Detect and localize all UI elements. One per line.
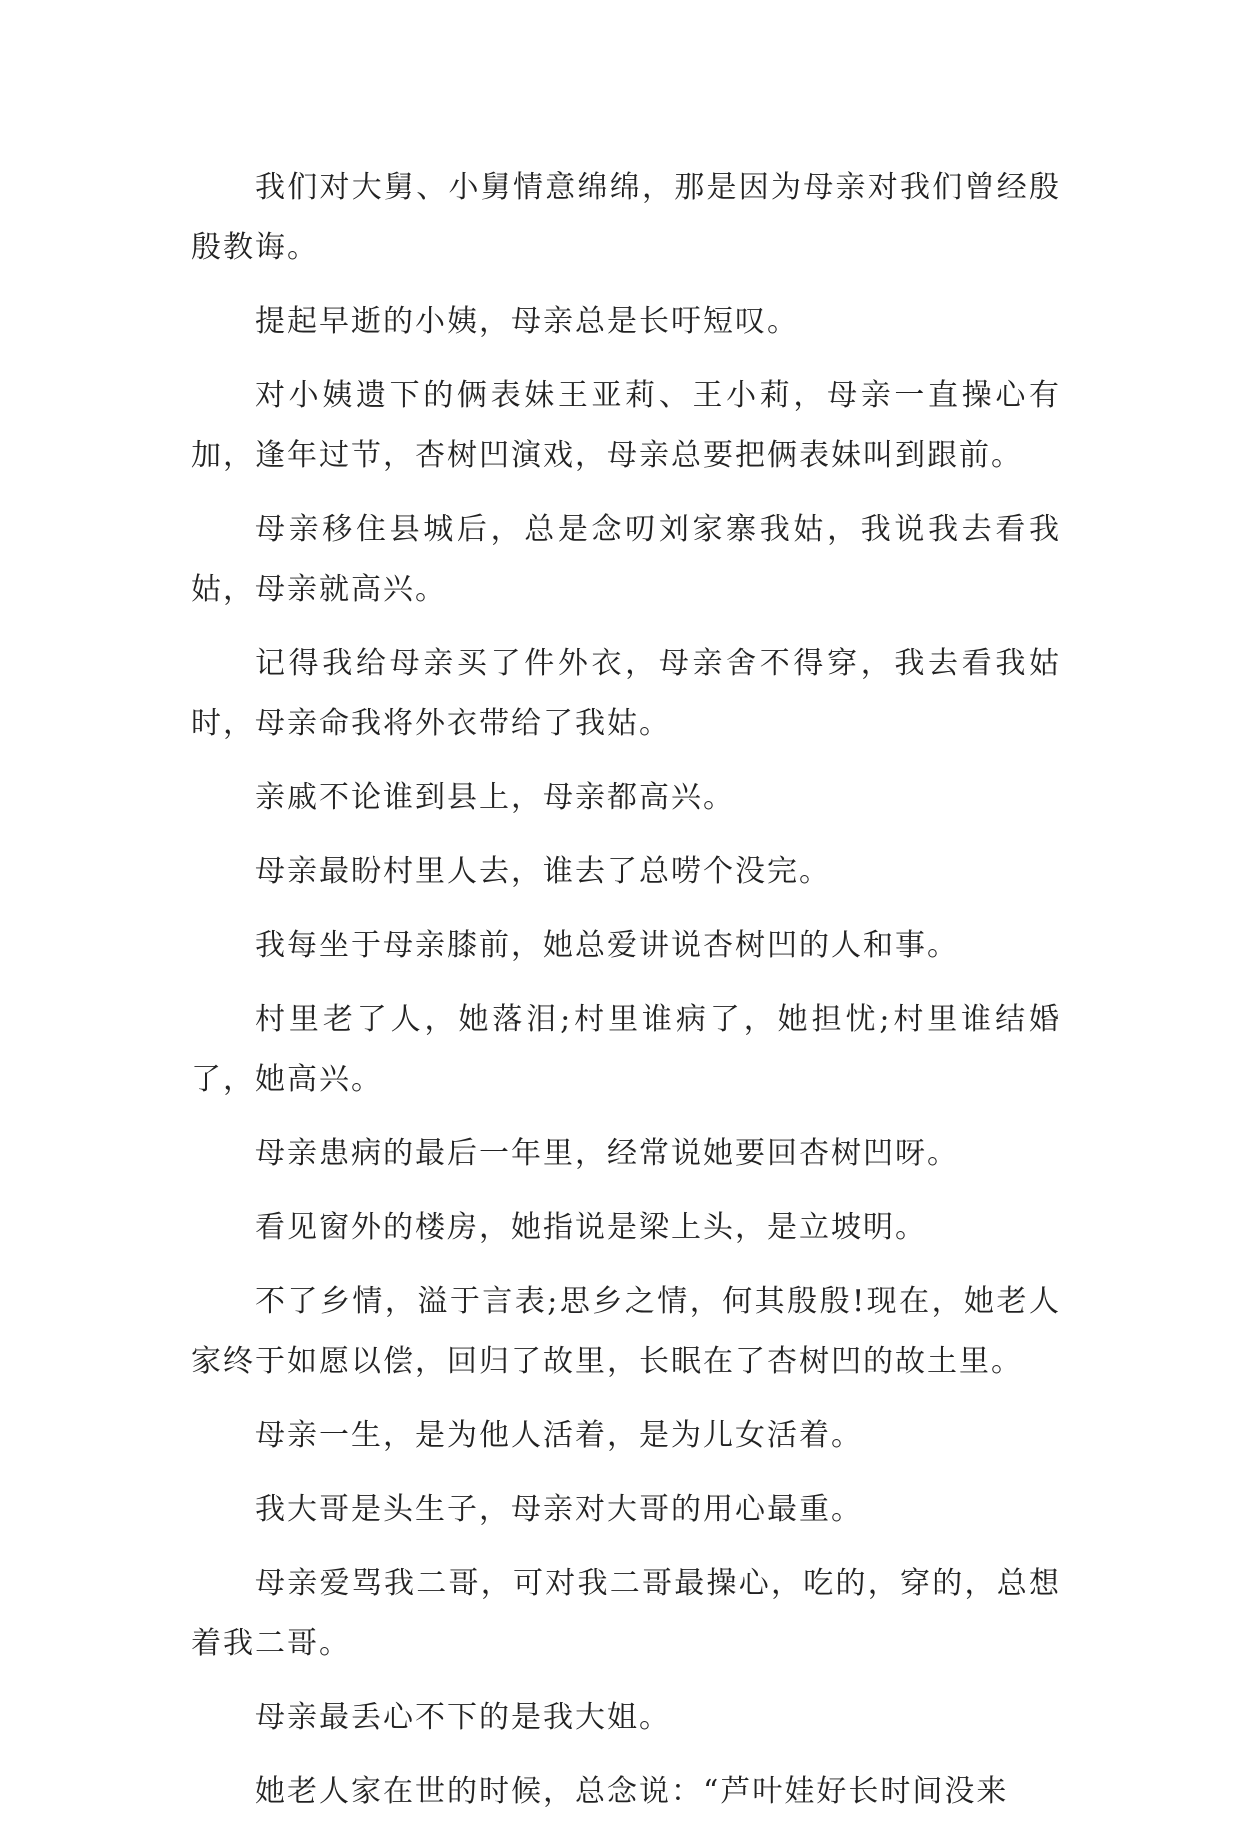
paragraph: 母亲患病的最后一年里，经常说她要回杏树凹呀。 bbox=[255, 1136, 959, 1171]
paragraph: 我每坐于母亲膝前，她总爱讲说杏树凹的人和事。 bbox=[255, 928, 959, 963]
paragraph: 记得我给母亲买了件外衣，母亲舍不得穿，我去看我姑时，母亲命我将外衣带给了我姑。 bbox=[191, 646, 1061, 741]
paragraph: 她老人家在世的时候，总念说：“芦叶娃好长时间没来 bbox=[255, 1774, 1009, 1809]
paragraph: 母亲移住县城后，总是念叨刘家寨我姑，我说我去看我姑，母亲就高兴。 bbox=[191, 512, 1061, 607]
paragraph: 看见窗外的楼房，她指说是梁上头，是立坡明。 bbox=[255, 1210, 927, 1245]
paragraph: 不了乡情，溢于言表;思乡之情，何其殷殷!现在，她老人家终于如愿以偿，回归了故里，长眠在了杏树凹的故土里。 bbox=[191, 1284, 1061, 1379]
paragraph: 我大哥是头生子，母亲对大哥的用心最重。 bbox=[255, 1492, 863, 1527]
paragraph: 母亲爱骂我二哥，可对我二哥最操心，吃的，穿的，总想着我二哥。 bbox=[191, 1566, 1061, 1661]
paragraph: 提起早逝的小姨，母亲总是长吁短叹。 bbox=[255, 304, 799, 339]
paragraph: 对小姨遗下的俩表妹王亚莉、王小莉，母亲一直操心有加，逢年过节，杏树凹演戏，母亲总要把俩表妹叫到跟前。 bbox=[191, 378, 1061, 473]
paragraph: 我们对大舅、小舅情意绵绵，那是因为母亲对我们曾经殷殷教诲。 bbox=[191, 170, 1061, 265]
paragraph: 亲戚不论谁到县上，母亲都高兴。 bbox=[255, 780, 735, 815]
paragraph: 母亲一生，是为他人活着，是为儿女活着。 bbox=[255, 1418, 863, 1453]
document-body bbox=[191, 158, 1061, 1836]
paragraph: 母亲最盼村里人去，谁去了总唠个没完。 bbox=[255, 854, 831, 889]
paragraph: 母亲最丢心不下的是我大姐。 bbox=[255, 1700, 671, 1735]
paragraph: 村里老了人，她落泪;村里谁病了，她担忧;村里谁结婚了，她高兴。 bbox=[191, 1002, 1061, 1097]
